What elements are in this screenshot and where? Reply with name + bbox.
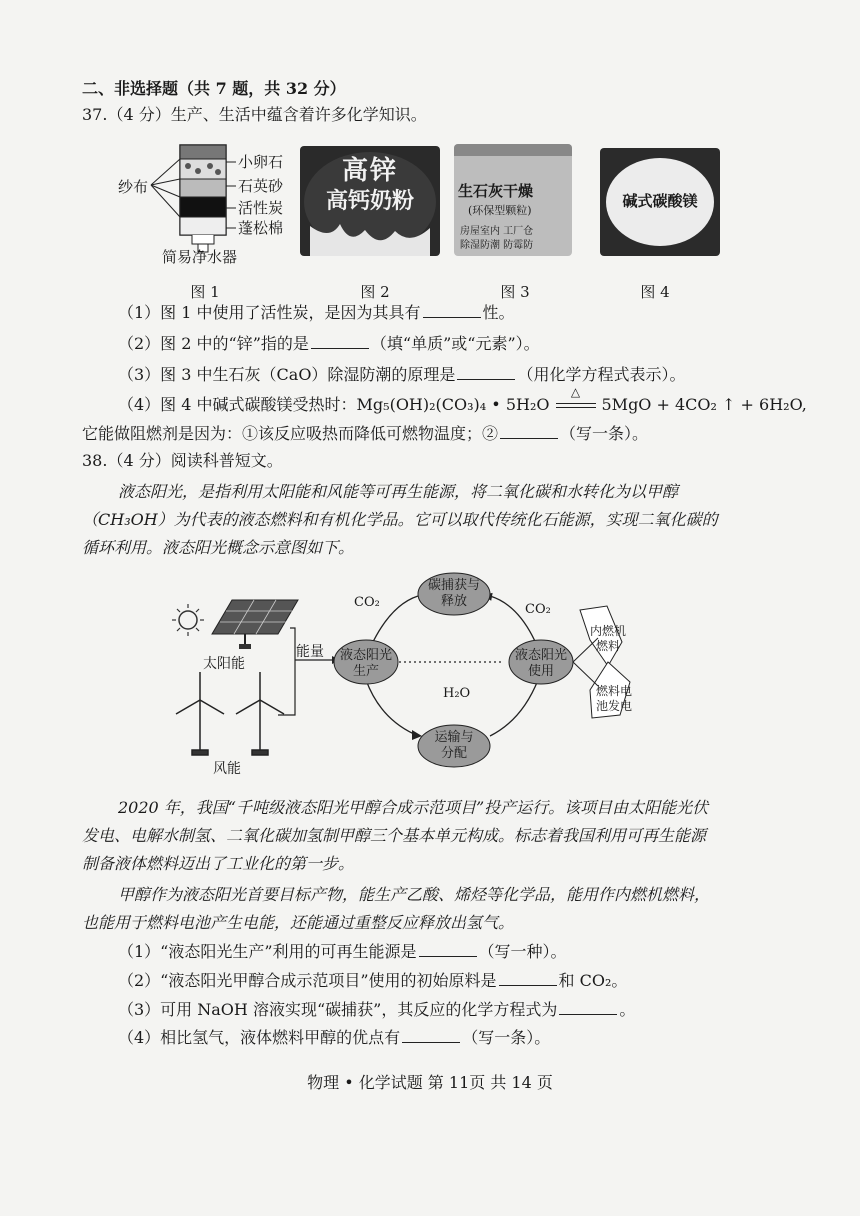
- fig1-number: 图 1: [190, 283, 220, 301]
- section-title: 二、非选择题（共 7 题，共 32 分）: [82, 79, 346, 98]
- co2-left-label: CO₂: [354, 595, 380, 610]
- capture-node: 碳捕获与 释放: [427, 578, 480, 609]
- q38-para3-line: 甲醇作为液态阳光首要目标产物，能生产乙酸、烯烃等化学品，能用作内燃机燃料，: [118, 885, 711, 904]
- answer-blank[interactable]: [457, 365, 515, 380]
- q38-para2-line: 2020 年，我国“千吨级液态阳光甲醇合成示范项目”投产运行。该项目由太阳能光伏: [118, 798, 709, 817]
- fig2-text-bottom: 高钙奶粉: [325, 188, 414, 214]
- wind-label: 风能: [213, 761, 241, 777]
- answer-blank[interactable]: [423, 303, 481, 318]
- q37-sub4-text: 它能做阻燃剂是因为：①该反应吸热而降低可燃物温度；② （写一条）。: [82, 424, 649, 443]
- fig3-subtitle: (环保型颗粒): [468, 204, 532, 217]
- q38-stem: 38.（4 分）阅读科普短文。: [82, 451, 283, 470]
- fig3-line: 房屋室内 工厂仓: [460, 226, 534, 237]
- co2-right-label: CO₂: [525, 602, 551, 617]
- engine-fuel-node: 内燃机 燃料: [589, 624, 626, 653]
- energy-label: 能量: [296, 644, 324, 660]
- fig3-title: 生石灰干燥: [458, 182, 534, 200]
- fig2-text-top: 高锌: [341, 156, 398, 186]
- answer-blank[interactable]: [419, 942, 477, 957]
- fig1-layer-label: 石英砂: [238, 177, 284, 195]
- page-footer: 物理 • 化学试题 第 11页 共 14 页: [307, 1073, 553, 1092]
- q38-sub3: （3）可用 NaOH 溶液实现“碳捕获”，其反应的化学方程式为 。: [118, 1000, 636, 1019]
- q37-sub4-equation: （4）图 4 中碱式碳酸镁受热时：Mg₅(OH)₂(CO₃)₄ • 5H₂O △ 5MgO + 4CO₂ ↑ + 6H₂O,: [118, 394, 807, 416]
- q37-stem: 37.（4 分）生产、生活中蕴含着许多化学知识。: [82, 105, 427, 124]
- q38-sub1: （1）“液态阳光生产”利用的可再生能源是 （写一种）。: [118, 942, 567, 961]
- fig3-desiccant-bag-photo: [454, 144, 572, 256]
- transport-node: 运输与 分配: [434, 730, 474, 761]
- h2o-label: H₂O: [443, 686, 471, 701]
- fig3-number: 图 3: [500, 283, 530, 301]
- production-node: 液态阳光 生产: [339, 648, 392, 679]
- fig2-milk-powder-photo: [300, 146, 440, 256]
- answer-blank[interactable]: [402, 1028, 460, 1043]
- q38-para1-line: 液态阳光，是指利用太阳能和风能等可再生能源，将二氧化碳和水转化为以甲醇: [118, 482, 679, 501]
- fig1-gauze-label: 纱布: [118, 178, 149, 196]
- fig4-number: 图 4: [640, 283, 670, 301]
- fig1-layer-label: 活性炭: [238, 199, 284, 217]
- answer-blank[interactable]: [311, 334, 369, 349]
- heat-symbol: △: [570, 385, 581, 399]
- fig2-number: 图 2: [360, 283, 390, 301]
- q37-sub2: （2）图 2 中的“锌”指的是 （填“单质”或“元素”）。: [118, 334, 540, 353]
- q37-sub1: （1）图 1 中使用了活性炭，是因为其具有 性。: [118, 303, 515, 322]
- fig1-layer-label: 蓬松棉: [238, 219, 284, 237]
- q38-para3-line: 也能用于燃料电池产生电能，还能通过重整反应释放出氢气。: [82, 913, 515, 932]
- q38-para1-line: 循环利用。液态阳光概念示意图如下。: [82, 538, 355, 557]
- fig1-layer-label: 小卵石: [238, 153, 284, 171]
- q37-sub3: （3）图 3 中生石灰（CaO）除湿防潮的原理是 （用化学方程式表示）。: [118, 365, 686, 384]
- fig4-label: 碱式碳酸镁: [622, 192, 698, 210]
- fig1-caption: 简易净水器: [162, 248, 238, 266]
- wind-turbine-icon: [176, 672, 284, 755]
- fig3-line: 除湿防潮 防霉防: [460, 240, 534, 251]
- q38-sub4: （4）相比氢气，液体燃料甲醇的优点有 （写一条）。: [118, 1028, 551, 1047]
- answer-blank[interactable]: [499, 971, 557, 986]
- answer-blank[interactable]: [559, 1000, 617, 1015]
- fuel-cell-node: 燃料电 池发电: [595, 684, 632, 713]
- q38-para1-line: （CH₃OH）为代表的液态燃料和有机化学品。它可以取代传统化石能源，实现二氧化碳的: [82, 510, 718, 529]
- q38-sub2: （2）“液态阳光甲醇合成示范项目”使用的初始原料是 和 CO₂。: [118, 971, 628, 990]
- answer-blank[interactable]: [500, 424, 558, 439]
- sun-icon: [172, 604, 204, 636]
- q38-para2-line: 制备液体燃料迈出了工业化的第一步。: [82, 854, 355, 873]
- fig4-magnesium-photo: [600, 148, 720, 256]
- solar-panel-icon: [212, 600, 298, 649]
- q38-para2-line: 发电、电解水制氢、二氧化碳加氢制甲醇三个基本单元构成。标志着我国利用可再生能源: [82, 826, 707, 845]
- usage-node: 液态阳光 使用: [514, 648, 567, 679]
- solar-label: 太阳能: [203, 656, 245, 672]
